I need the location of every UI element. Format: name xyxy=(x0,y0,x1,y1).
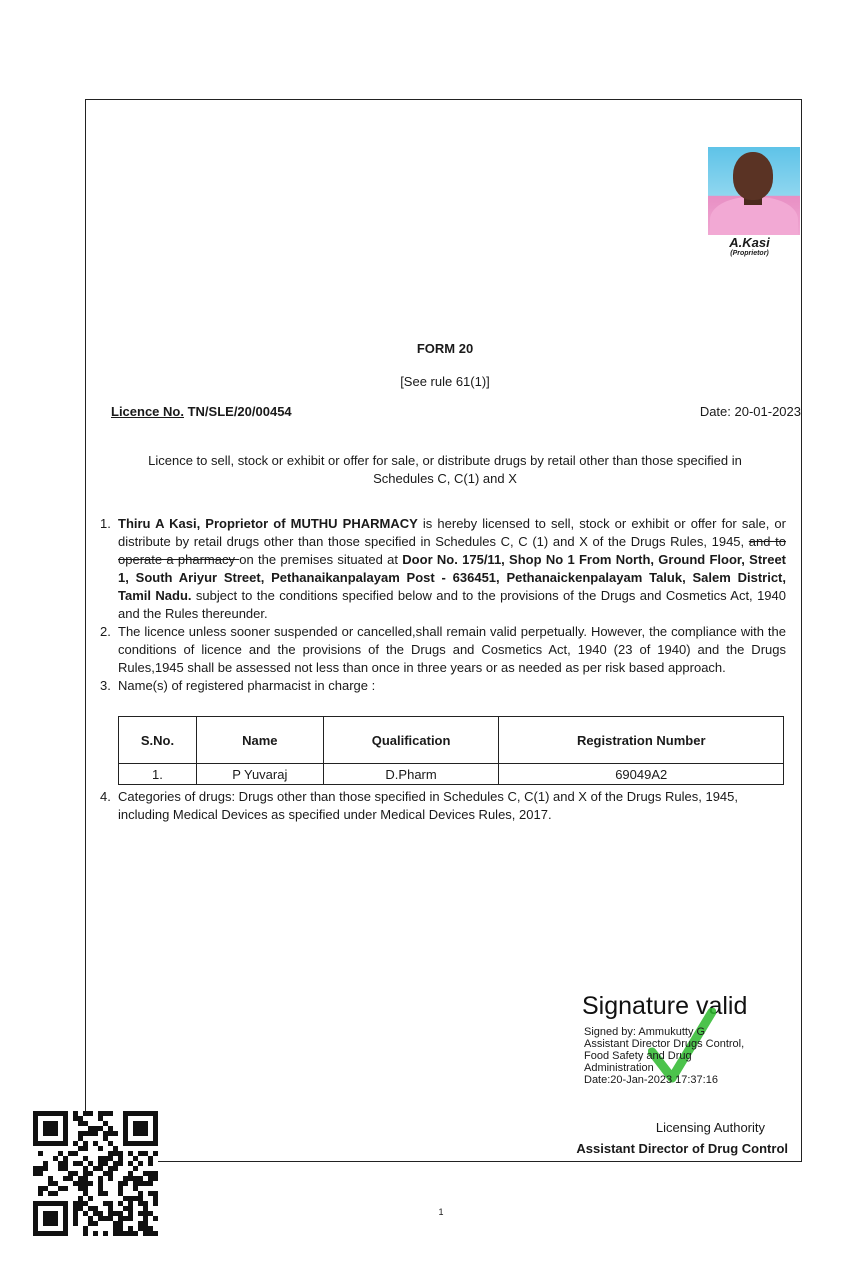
table-header-row xyxy=(119,717,784,764)
authority-designation: Assistant Director of Drug Control xyxy=(576,1141,788,1156)
clause-1-text-c: subject to the conditions specified below and to the provisions of the Drugs and Cosmetics Act, 1940 and the Rules thereunder. xyxy=(118,588,786,621)
clause-text: The licence unless sooner suspended or cancelled,shall remain valid perpetually. However, the compliance with the conditions of licence and the provisions of the Drugs and Cosmetics Act, 1940 (23 of 1940) and the Drugs Rules,1945 shall be assessed not less than once in three years or as needed as per risk based approach. xyxy=(118,624,786,675)
intro-line-1: Licence to sell, stock or exhibit or offer for sale, or distribute drugs by retail other than those specified in xyxy=(148,453,742,468)
signature-date: Date:20-Jan-2023 17:37:16 xyxy=(584,1074,718,1086)
signature-details xyxy=(584,1026,784,1086)
proprietor-photo xyxy=(708,147,800,235)
table-row xyxy=(119,764,784,785)
cell-name: P Yuvaraj xyxy=(196,764,323,785)
clause-4 xyxy=(100,788,786,824)
signature-status: Signature valid xyxy=(582,992,748,1020)
clause-4-row xyxy=(100,788,786,824)
signed-by: Signed by: Ammukutty G xyxy=(584,1026,706,1038)
licence-number-label: Licence No. xyxy=(111,404,184,419)
page-number: 1 xyxy=(438,1207,444,1217)
photo-head xyxy=(733,152,773,200)
licensee-name: Thiru A Kasi, Proprietor of MUTHU PHARMACY xyxy=(118,516,418,531)
cell-sno: 1. xyxy=(119,764,197,785)
clause-text: Categories of drugs: Drugs other than those specified in Schedules C, C(1) and X of the Drugs Rules, 1945, including Medical Devices as specified under Medical Devices Rules, 2017. xyxy=(118,789,739,822)
header-qualification: Qualification xyxy=(323,717,499,764)
clause-number: 4. xyxy=(100,789,111,804)
clause-3 xyxy=(100,677,786,695)
cell-registration-number: 69049A2 xyxy=(499,764,784,785)
premises-address: Door No. 175/11, Shop No 1 From North, Ground Floor, Street 1, South Ariyur Street, Pethanaikanpalayam Post - 636451, Pethanaickenpalayam Taluk, Salem District, Tamil Nadu. xyxy=(118,552,787,603)
form-title: FORM 20 xyxy=(416,341,474,356)
header-name: Name xyxy=(196,717,323,764)
signer-department-2: Administration xyxy=(584,1062,654,1074)
clause-text xyxy=(118,515,786,623)
signer-department-1: Food Safety and Drug xyxy=(584,1050,692,1062)
qr-code xyxy=(33,1110,158,1237)
licence-date: Date: 20-01-2023 xyxy=(699,404,801,419)
cell-qualification: D.Pharm xyxy=(323,764,499,785)
proprietor-role: (Proprietor) xyxy=(730,250,769,257)
form-rule: [See rule 61(1)] xyxy=(400,374,490,389)
clause-number: 2. xyxy=(100,624,111,639)
proprietor-name: A.Kasi xyxy=(729,235,770,250)
licence-number-value: TN/SLE/20/00454 xyxy=(187,404,292,419)
clause-text: Name(s) of registered pharmacist in charge : xyxy=(118,678,376,693)
header-registration-number: Registration Number xyxy=(499,717,784,764)
clause-1-text-a: is hereby licensed to sell, stock or exhibit or offer for sale, or distribute by retail drugs other than those specified in Schedules C, C (1) and X of the Drugs Rules, 1945, xyxy=(118,516,786,549)
licence-intro xyxy=(120,452,770,488)
clause-1-text-b: on the premises situated at xyxy=(239,552,403,567)
clause-2 xyxy=(100,623,786,677)
licence-number xyxy=(111,404,292,419)
signer-designation: Assistant Director Drugs Control, xyxy=(584,1038,745,1050)
header-sno: S.No. xyxy=(119,717,197,764)
clause-number: 3. xyxy=(100,678,111,693)
struck-text: and to operate a pharmacy xyxy=(118,534,786,567)
licence-clauses xyxy=(100,515,786,695)
intro-line-2: Schedules C, C(1) and X xyxy=(373,471,517,486)
pharmacist-table xyxy=(118,716,784,785)
clause-number: 1. xyxy=(100,516,111,531)
clause-1 xyxy=(100,515,786,623)
licensing-authority-label: Licensing Authority xyxy=(655,1120,765,1135)
